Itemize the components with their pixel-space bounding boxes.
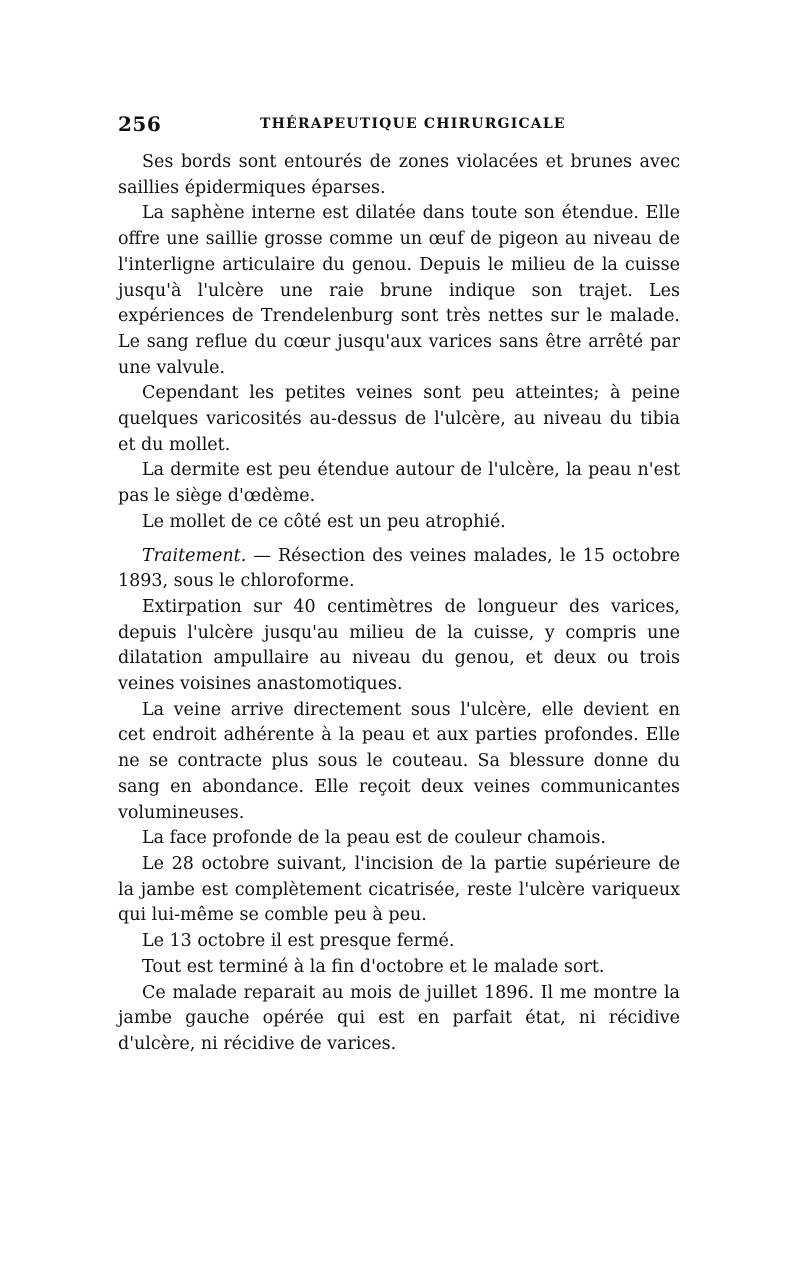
body-text (118, 150, 680, 1058)
page-number: 256 (118, 112, 162, 136)
traitement-label: Traitement. (142, 545, 247, 566)
page-header (118, 112, 680, 142)
running-title: THÉRAPEUTIQUE CHIRURGICALE (260, 116, 566, 132)
paragraph-8: La face profonde de la peau est de couleur chamois. (142, 828, 606, 849)
paragraph-12: Ce malade reparait au mois de juillet 1896. Il me montre la jambe gauche opérée qui est en parfait état, ni récidive d'ulcère, ni récidive de varices. (118, 982, 680, 1054)
book-page (118, 112, 680, 1058)
paragraph-6: Extirpation sur 40 centimètres de longueur des varices, depuis l'ulcère jusqu'au milieu de la cuisse, y compris une dilatation ampullaire au niveau du genou, et deux ou trois veines voisines anastomotiques. (118, 596, 680, 695)
paragraph-3: Cependant les petites veines sont peu atteintes; à peine quelques varicosités au-dessus de l'ulcère, au niveau du tibia et du mollet. (118, 383, 680, 455)
paragraph-5: Le mollet de ce côté est un peu atrophié. (142, 511, 506, 532)
paragraph-1: Ses bords sont entourés de zones violacées et brunes avec saillies épidermiques éparses. (118, 152, 680, 198)
paragraph-9: Le 28 octobre suivant, l'incision de la partie supérieure de la jambe est complètement cicatrisée, reste l'ulcère variqueux qui lui-même se comble peu à peu. (118, 853, 680, 926)
traitement-text: — Résection des veines malades, le 15 octobre 1893, sous le chloroforme. (118, 545, 680, 592)
paragraph-traitement (118, 544, 680, 595)
paragraph-4: La dermite est peu étendue autour de l'ulcère, la peau n'est pas le siège d'œdème. (118, 460, 680, 507)
paragraph-7: La veine arrive directement sous l'ulcère, elle devient en cet endroit adhérente à la peau et aux parties profondes. Elle ne se contracte plus sous le couteau. Sa blessure donne du sang en abondance. Elle reçoit deux veines communicantes volumineuses. (118, 699, 680, 823)
paragraph-2: La saphène interne est dilatée dans toute son étendue. Elle offre une saillie grosse comme un œuf de pigeon au niveau de l'interligne articulaire du genou. Depuis le milieu de la cuisse jusqu'à l'ulcère une raie brune indique son trajet. Les expériences de Trendelenburg sont très nettes sur le malade. Le sang reflue du cœur jusqu'aux varices sans être arrêté par une valvule. (118, 203, 680, 378)
paragraph-11: Tout est terminé à la fin d'octobre et le malade sort. (142, 956, 605, 977)
paragraph-10: Le 13 octobre il est presque fermé. (142, 931, 455, 952)
